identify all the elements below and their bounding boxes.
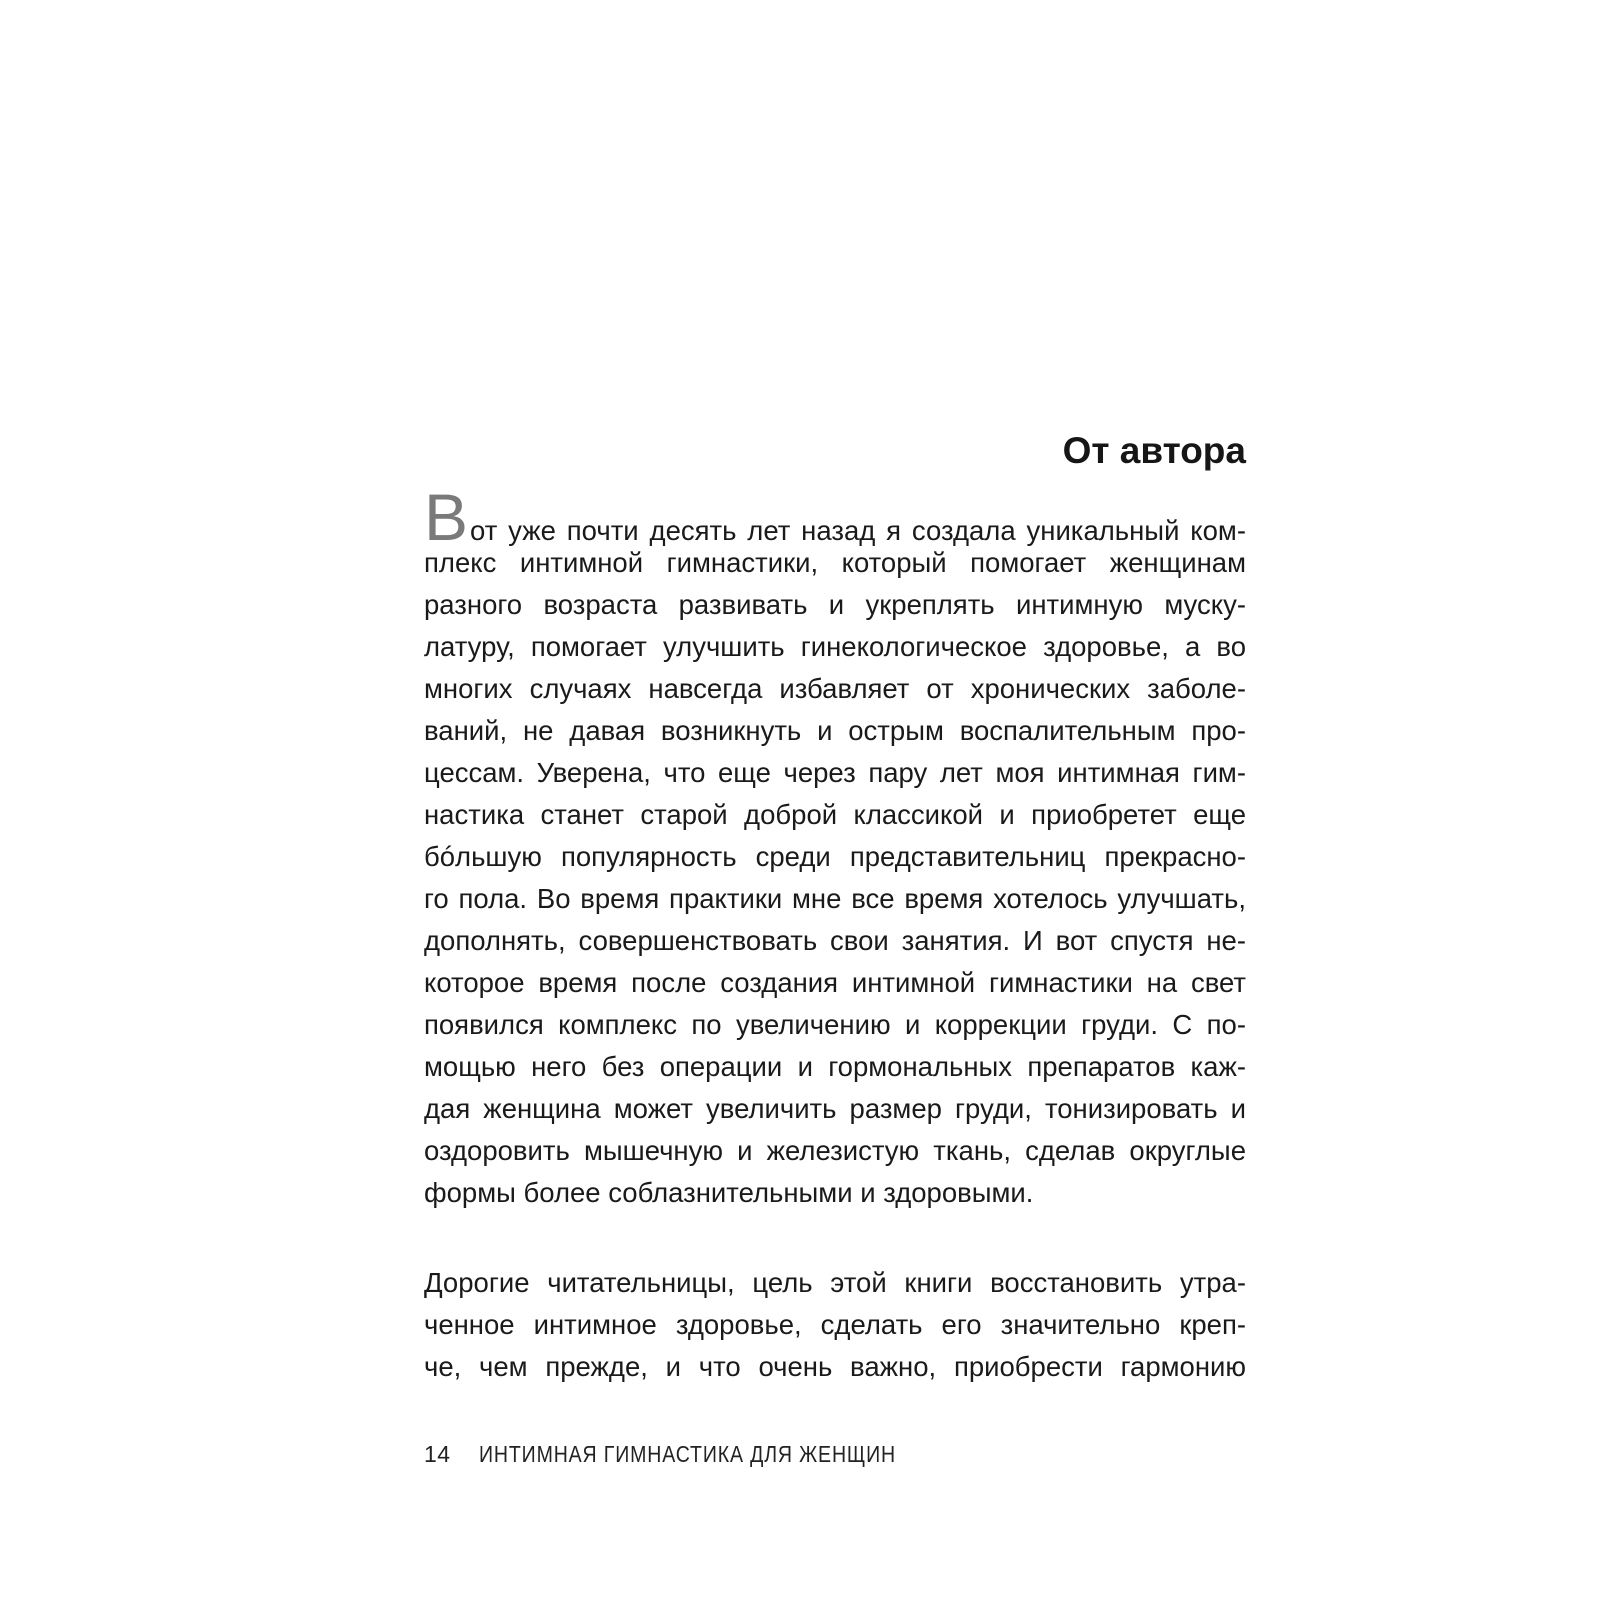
paragraph-line: дая женщина может увеличить размер груди, тонизировать и <box>424 1093 1246 1124</box>
paragraph-line: Дорогие читательницы, цель этой книги восстановить утра- <box>424 1267 1246 1298</box>
paragraph-line: оздоровить мышечную и железистую ткань, сделав округлые <box>424 1135 1246 1166</box>
paragraph-line-text: от уже почти десять лет назад я создала уникальный ком- <box>470 515 1246 546</box>
drop-cap: В <box>424 480 469 554</box>
paragraph-line: латуру, помогает улучшить гинекологическое здоровье, а во <box>424 631 1246 662</box>
paragraph-line: настика станет старой доброй классикой и приобретет еще <box>424 799 1246 830</box>
paragraph-line: мощью него без операции и гормональных препаратов каж- <box>424 1051 1246 1082</box>
paragraph-line: че, чем прежде, и что очень важно, приобрести гармонию <box>424 1351 1246 1382</box>
paragraph-line: которое время после создания интимной гимнастики на свет <box>424 967 1246 998</box>
paragraph-1 <box>424 480 1246 1214</box>
paragraph-line: ваний, не давая возникнуть и острым воспалительным про- <box>424 715 1246 746</box>
paragraph-2 <box>424 1262 1246 1388</box>
paragraph-line: разного возраста развивать и укреплять интимную муску- <box>424 589 1246 620</box>
paragraph-line: го пола. Во время практики мне все время хотелось улучшать, <box>424 883 1246 914</box>
paragraph-line: многих случаях навсегда избавляет от хронических заболе- <box>424 673 1246 704</box>
page-number: 14 <box>424 1441 451 1467</box>
paragraph-line: бóльшую популярность среди представительниц прекрасно- <box>424 841 1246 872</box>
paragraph-line: появился комплекс по увеличению и коррекции груди. С по- <box>424 1009 1246 1040</box>
paragraph-line: формы более соблазнительными и здоровыми. <box>424 1177 1034 1208</box>
page-footer <box>424 1441 969 1468</box>
paragraph-line <box>424 480 1246 554</box>
section-heading: От автора <box>1062 430 1246 471</box>
paragraph-line: дополнять, совершенствовать свои занятия. И вот спустя не- <box>424 925 1246 956</box>
paragraph-line: цессам. Уверена, что еще через пару лет моя интимная гим- <box>424 757 1246 788</box>
paragraph-line: плекс интимной гимнастики, который помогает женщинам <box>424 547 1246 578</box>
paragraph-line: ченное интимное здоровье, сделать его значительно креп- <box>424 1309 1246 1340</box>
running-title: ИНТИМНАЯ ГИМНАСТИКА ДЛЯ ЖЕНЩИН <box>478 1441 896 1467</box>
